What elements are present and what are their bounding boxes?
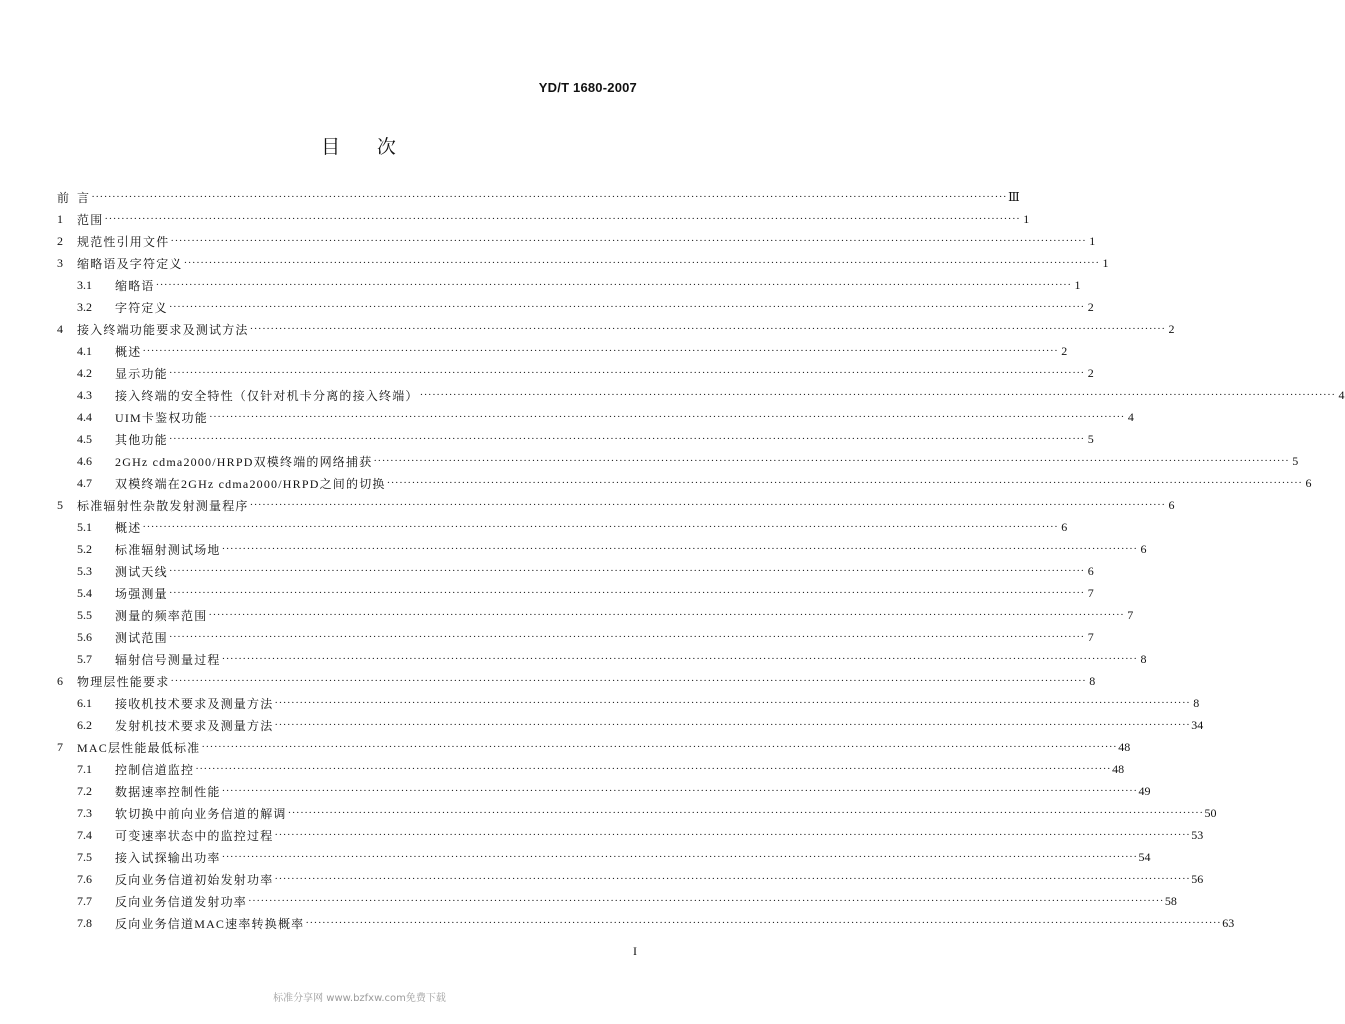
toc-entry-number: 5.7	[77, 651, 92, 666]
toc-entry[interactable]	[57, 692, 1200, 714]
toc-entry-page: 7	[1127, 607, 1134, 622]
toc-entry-label: 接入试探输出功率	[115, 850, 221, 865]
toc-entry[interactable]	[57, 604, 1134, 626]
dot-leader: ····························································································································································································································	[249, 323, 1166, 335]
toc-entry-page: 6	[1168, 497, 1175, 512]
toc-entry-number: 4.6	[77, 453, 92, 468]
toc-entry[interactable]	[57, 560, 1094, 582]
toc-entry-number: 7.7	[77, 893, 92, 908]
toc-entry-label: 反向业务信道MAC速率转换概率	[115, 916, 305, 931]
toc-entry-number: 2	[57, 233, 63, 248]
toc-entry[interactable]	[57, 296, 1094, 318]
toc-entry-label: 字符定义	[115, 300, 168, 315]
toc-entry-number: 5.1	[77, 519, 92, 534]
toc-entry-number: 前	[57, 190, 70, 205]
dot-leader: ····························································································································································································································	[168, 367, 1085, 379]
toc-entry-number: 6	[57, 673, 63, 688]
toc-entry[interactable]	[57, 406, 1134, 428]
toc-entry[interactable]	[57, 846, 1151, 868]
toc-entry-number: 7.4	[77, 827, 92, 842]
dot-leader: ····························································································································································································································	[91, 191, 1008, 203]
toc-entry-number: 7.3	[77, 805, 92, 820]
dot-leader: ····························································································································································································································	[168, 587, 1085, 599]
dot-leader: ····························································································································································································································	[183, 257, 1100, 269]
toc-entry-number: 6.2	[77, 717, 92, 732]
toc-entry-label: 测量的频率范围	[115, 608, 208, 623]
toc-entry[interactable]	[57, 648, 1147, 670]
toc-entry-number: 7.6	[77, 871, 92, 886]
toc-entry[interactable]	[57, 274, 1081, 296]
toc-entry-page: 1	[1023, 211, 1030, 226]
toc-entry-label: 软切换中前向业务信道的解调	[115, 806, 287, 821]
dot-leader: ····························································································································································································································	[419, 389, 1336, 401]
toc-entry-page: 5	[1087, 431, 1094, 446]
toc-entry-page: 6	[1087, 563, 1094, 578]
dot-leader: ····························································································································································································································	[373, 455, 1290, 467]
toc-entry-label: 双模终端在2GHz cdma2000/HRPD之间的切换	[115, 476, 386, 491]
toc-entry[interactable]	[57, 318, 1175, 340]
toc-entry[interactable]	[57, 230, 1096, 252]
dot-leader: ····························································································································································································································	[195, 763, 1112, 775]
toc-entry-label: 可变速率状态中的监控过程	[115, 828, 274, 843]
toc-entry-number: 4.1	[77, 343, 92, 358]
toc-entry-page: 2	[1168, 321, 1175, 336]
toc-entry-label: 接入终端功能要求及测试方法	[77, 322, 249, 337]
dot-leader: ····························································································································································································································	[274, 719, 1191, 731]
toc-entry-label: 数据速率控制性能	[115, 784, 221, 799]
toc-entry[interactable]	[57, 516, 1068, 538]
toc-entry-number: 7.8	[77, 915, 92, 930]
toc-entry-number: 3.2	[77, 299, 92, 314]
toc-entry-number: 5.6	[77, 629, 92, 644]
dot-leader: ····························································································································································································································	[170, 675, 1087, 687]
dot-leader: ····························································································································································································································	[201, 741, 1118, 753]
toc-entry-page: 58	[1164, 893, 1177, 908]
toc-entry[interactable]	[57, 802, 1217, 824]
toc-entry-page: 50	[1204, 805, 1217, 820]
dot-leader: ····························································································································································································································	[168, 433, 1085, 445]
toc-entry-page: 54	[1138, 849, 1151, 864]
toc-entry-number: 7.2	[77, 783, 92, 798]
toc-entry-label: 规范性引用文件	[77, 234, 170, 249]
dot-leader: ····························································································································································································································	[168, 565, 1085, 577]
toc-entry-page: 7	[1087, 585, 1094, 600]
toc-entry-page: 8	[1193, 695, 1200, 710]
toc-entry-label: 言	[77, 190, 91, 205]
toc-entry-label: 标准辐射测试场地	[115, 542, 221, 557]
toc-entry-label: 反向业务信道发射功率	[115, 894, 248, 909]
toc-entry[interactable]	[57, 714, 1204, 736]
toc-entry-label: 发射机技术要求及测量方法	[115, 718, 274, 733]
toc-entry[interactable]	[57, 384, 1345, 406]
toc-entry-label: 范围	[77, 212, 104, 227]
toc-entry-number: 5.5	[77, 607, 92, 622]
toc-entry-label: 辐射信号测量过程	[115, 652, 221, 667]
toc-entry-page: 6	[1140, 541, 1147, 556]
dot-leader: ····························································································································································································································	[305, 917, 1222, 929]
toc-entry[interactable]	[57, 362, 1094, 384]
dot-leader: ····························································································································································································································	[221, 785, 1138, 797]
toc-entry-label: 场强测量	[115, 586, 168, 601]
dot-leader: ····························································································································································································································	[274, 873, 1191, 885]
toc-entry[interactable]	[57, 538, 1147, 560]
toc-entry-label: 物理层性能要求	[77, 674, 170, 689]
toc-entry[interactable]	[57, 868, 1204, 890]
toc-entry[interactable]	[57, 758, 1125, 780]
toc-entry-number: 3	[57, 255, 63, 270]
toc-entry-label: UIM卡鉴权功能	[115, 410, 208, 425]
toc-entry-label: 接收机技术要求及测量方法	[115, 696, 274, 711]
toc-entry-page: 53	[1191, 827, 1204, 842]
toc-entry-page: 2	[1087, 299, 1094, 314]
toc-entry-label: 缩略语及字符定义	[77, 256, 183, 271]
toc-entry-page: 4	[1127, 409, 1134, 424]
toc-entry[interactable]	[57, 736, 1131, 758]
toc-entry-label: 测试范围	[115, 630, 168, 645]
toc-entry-label: 测试天线	[115, 564, 168, 579]
toc-entry-page: 7	[1087, 629, 1094, 644]
dot-leader: ····························································································································································································································	[274, 697, 1191, 709]
toc-entry-label: 接入终端的安全特性（仅针对机卡分离的接入终端）	[115, 388, 419, 403]
toc-entry-number: 5.3	[77, 563, 92, 578]
toc-entry-label: 显示功能	[115, 366, 168, 381]
toc-entry-label: MAC层性能最低标准	[77, 740, 201, 755]
toc-entry[interactable]	[57, 472, 1312, 494]
toc-entry-number: 5.2	[77, 541, 92, 556]
dot-leader: ····························································································································································································································	[386, 477, 1303, 489]
dot-leader: ····························································································································································································································	[249, 499, 1166, 511]
toc-entry[interactable]	[57, 494, 1175, 516]
toc-entry-number: 4.3	[77, 387, 92, 402]
dot-leader: ····························································································································································································································	[155, 279, 1072, 291]
toc-entry[interactable]	[57, 252, 1109, 274]
toc-entry[interactable]	[57, 670, 1096, 692]
toc-entry-number: 5	[57, 497, 63, 512]
toc-entry-number: 7	[57, 739, 63, 754]
toc-entry[interactable]	[57, 912, 1235, 934]
toc-entry-label: 反向业务信道初始发射功率	[115, 872, 274, 887]
page-number: I	[633, 944, 637, 958]
toc-entry-number: 4.5	[77, 431, 92, 446]
toc-entry-number: 1	[57, 211, 63, 226]
toc-entry-page: 4	[1338, 387, 1345, 402]
dot-leader: ····························································································································································································································	[208, 411, 1125, 423]
toc-entry-page: 8	[1140, 651, 1147, 666]
toc-entry-page: 1	[1074, 277, 1081, 292]
dot-leader: ····························································································································································································································	[221, 543, 1138, 555]
toc-entry-page: 1	[1102, 255, 1109, 270]
toc-entry-label: 标准辐射性杂散发射测量程序	[77, 498, 249, 513]
dot-leader: ····························································································································································································································	[274, 829, 1191, 841]
dot-leader: ····························································································································································································································	[104, 213, 1021, 225]
toc-entry[interactable]	[57, 428, 1094, 450]
dot-leader: ····························································································································································································································	[221, 851, 1138, 863]
toc-entry-number: 4.4	[77, 409, 92, 424]
toc-entry[interactable]	[57, 626, 1094, 648]
dot-leader: ····························································································································································································································	[208, 609, 1125, 621]
toc-entry[interactable]	[57, 824, 1204, 846]
toc-entry-page: 8	[1089, 673, 1096, 688]
toc-entry-number: 7.5	[77, 849, 92, 864]
page-title	[0, 132, 719, 159]
dot-leader: ····························································································································································································································	[170, 235, 1087, 247]
toc-entry-page: 56	[1191, 871, 1204, 886]
toc-entry-number: 5.4	[77, 585, 92, 600]
toc-entry-label: 控制信道监控	[115, 762, 195, 777]
toc-entry-page: 2	[1087, 365, 1094, 380]
toc-entry-page: Ⅲ	[1008, 189, 1020, 204]
toc-entry-page: 6	[1061, 519, 1068, 534]
dot-leader: ····························································································································································································································	[248, 895, 1164, 907]
toc-entry-number: 4.2	[77, 365, 92, 380]
toc-entry-page: 49	[1138, 783, 1151, 798]
toc-entry-label: 2GHz cdma2000/HRPD双模终端的网络捕获	[115, 454, 373, 469]
toc-entry-page: 48	[1118, 739, 1131, 754]
table-of-contents	[57, 186, 1345, 934]
toc-entry-label: 缩略语	[115, 278, 155, 293]
toc-entry-page: 63	[1222, 915, 1235, 930]
toc-entry-page: 48	[1112, 761, 1125, 776]
toc-entry[interactable]	[57, 340, 1068, 362]
toc-entry[interactable]	[57, 450, 1299, 472]
dot-leader: ····························································································································································································································	[168, 301, 1085, 313]
toc-entry-page: 5	[1292, 453, 1299, 468]
toc-entry[interactable]	[57, 582, 1094, 604]
toc-entry-number: 3.1	[77, 277, 92, 292]
toc-entry[interactable]	[57, 186, 1020, 208]
toc-entry-page: 1	[1089, 233, 1096, 248]
toc-entry-page: 6	[1305, 475, 1312, 490]
toc-entry[interactable]	[57, 208, 1030, 230]
toc-entry-number: 4	[57, 321, 63, 336]
dot-leader: ····························································································································································································································	[168, 631, 1085, 643]
dot-leader: ····························································································································································································································	[142, 521, 1059, 533]
toc-entry[interactable]	[57, 890, 1177, 912]
title-char-1: 目	[321, 137, 343, 158]
toc-entry-page: 2	[1061, 343, 1068, 358]
dot-leader: ····························································································································································································································	[287, 807, 1204, 819]
toc-entry-page: 34	[1191, 717, 1204, 732]
toc-entry-label: 概述	[115, 344, 142, 359]
dot-leader: ····························································································································································································································	[221, 653, 1138, 665]
document-id: YD/T 1680-2007	[538, 80, 637, 95]
title-char-2: 次	[376, 137, 398, 158]
toc-entry-number: 7.1	[77, 761, 92, 776]
toc-entry-label: 其他功能	[115, 432, 168, 447]
toc-entry[interactable]	[57, 780, 1151, 802]
dot-leader: ····························································································································································································································	[142, 345, 1059, 357]
toc-entry-label: 概述	[115, 520, 142, 535]
watermark: 标准分享网 www.bzfxw.com免费下载	[273, 993, 446, 1004]
toc-entry-number: 4.7	[77, 475, 92, 490]
toc-entry-number: 6.1	[77, 695, 92, 710]
